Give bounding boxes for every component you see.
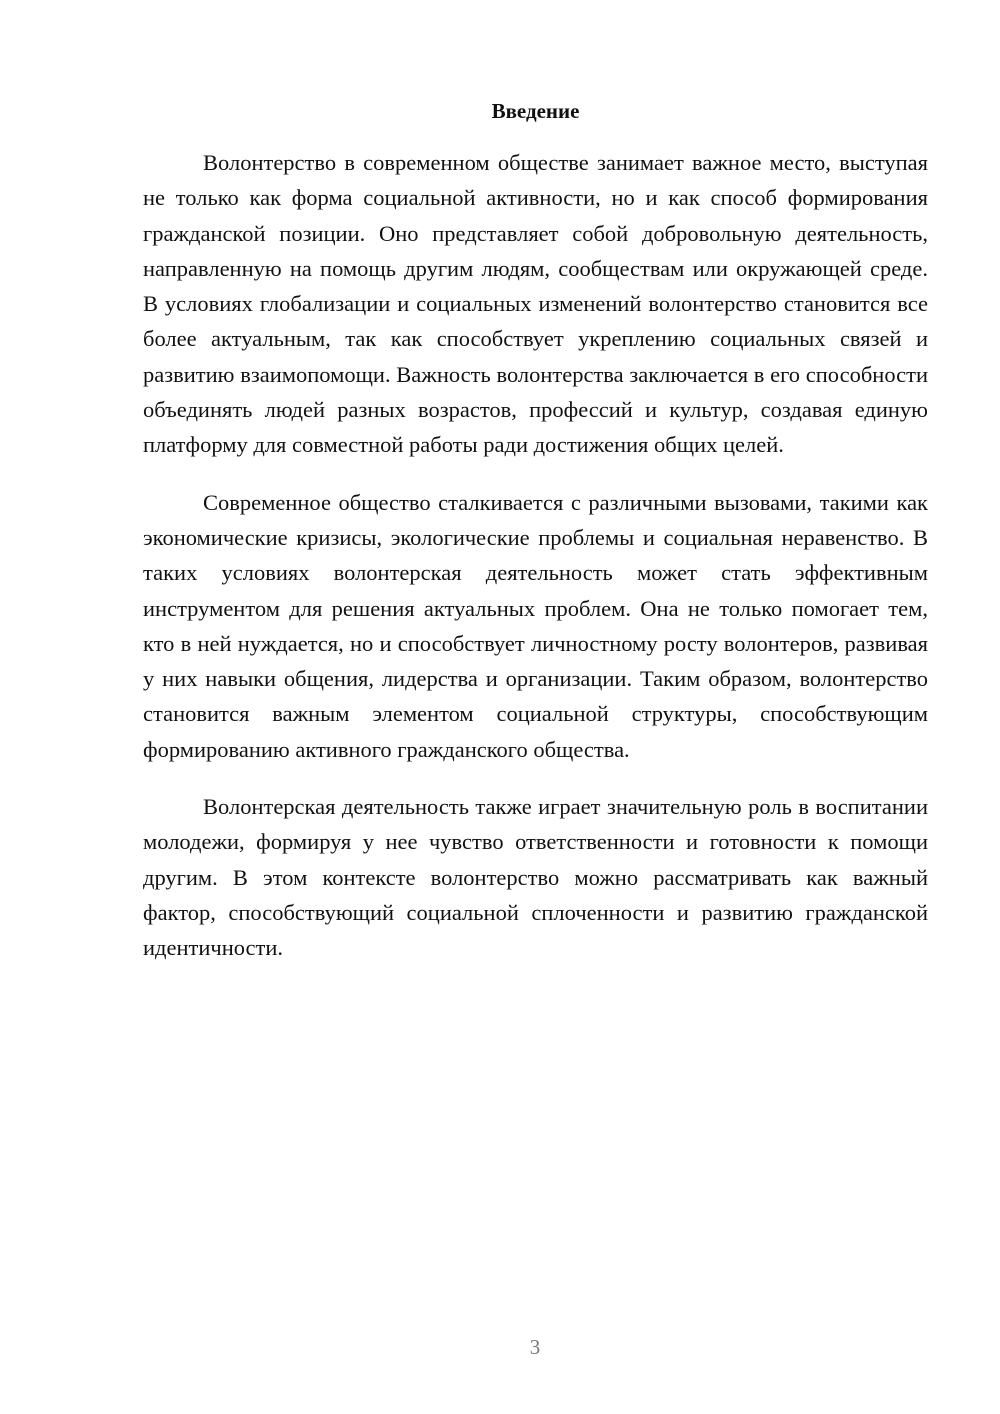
section-title: Введение xyxy=(491,99,580,123)
paragraph-1: Волонтерство в современном обществе занимает важное место, выступая не только как форма социальной активности, но и как способ формирования гражданской позиции. Оно представляет собой добровольную деятельность, направленную на помощь другим людям, сообществам или окружающей среде. В условиях глобализации и социальных изменений волонтерство становится все более актуальным, так как способствует укреплению социальных связей и развитию взаимопомощи. Важность волонтерства заключается в его способности объединять людей разных возрастов, профессий и культур, создавая единую платформу для совместной работы ради достижения общих целей. xyxy=(143,150,928,458)
paragraph-3: Волонтерская деятельность также играет значительную роль в воспитании молодежи, формируя у нее чувство ответственности и готовности к помощи другим. В этом контексте волонтерство можно рассматривать как важный фактор, способствующий социальной сплоченности и развитию гражданской идентичности. xyxy=(143,794,928,961)
body-text xyxy=(143,145,928,966)
paragraph-2: Современное общество сталкивается с различными вызовами, такими как экономические кризисы, экологические проблемы и социальная неравенство. В таких условиях волонтерская деятельность может стать эффективным инструментом для решения актуальных проблем. Она не только помогает тем, кто в ней нуждается, но и способствует личностному росту волонтеров, развивая у них навыки общения, лидерства и организации. Таким образом, волонтерство становится важным элементом социальной структуры, способствующим формированию активного гражданского общества. xyxy=(143,489,928,762)
page-number: 3 xyxy=(529,1335,541,1359)
